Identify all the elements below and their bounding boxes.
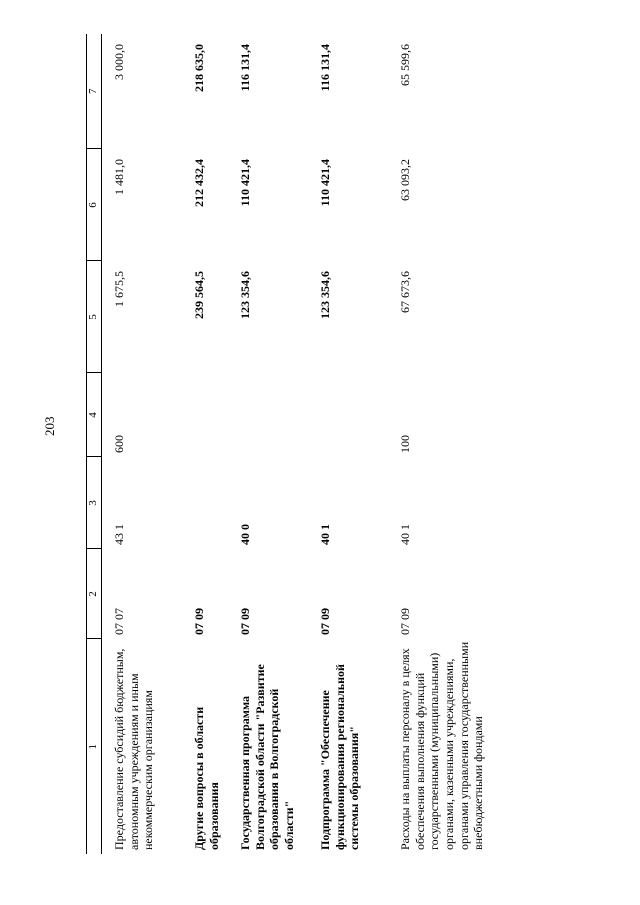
row-value-col7: 218 635,0 [192, 44, 206, 92]
row-value-col6: 110 421,4 [238, 159, 252, 207]
table-row [182, 34, 228, 854]
row-name: Расходы на выплаты персоналу в целях обеспечения выполнения функций государственными (муниципальными) органами, казенными учреждениями, органами управления государственными внебюджетными фондами [398, 641, 486, 850]
row-value-col5: 67 673,6 [398, 271, 412, 313]
row-section-code: 07 09 [238, 608, 252, 635]
header-col-7: 7 [87, 34, 102, 149]
header-col-1: 1 [87, 639, 102, 854]
row-name: Подпрограмма "Обеспечение функционирования региональной системы образования" [318, 664, 362, 850]
header-col-6: 6 [87, 149, 102, 261]
row-section-code: 07 09 [318, 608, 332, 635]
row-article-code: 40 1 [318, 524, 332, 545]
row-section-code: 07 09 [398, 608, 412, 635]
budget-table-container [86, 34, 596, 854]
row-article-code [182, 457, 228, 549]
table-row [102, 34, 183, 854]
page-number: 203 [42, 416, 57, 436]
row-value-col6: 110 421,4 [318, 159, 332, 207]
row-value-col5: 123 354,6 [238, 271, 252, 319]
row-expense-type [228, 373, 308, 457]
row-name: Предоставление субсидий бюджетным, автономным учреждениям и иным некоммерческим организациям [112, 648, 156, 850]
row-value-col6: 63 093,2 [398, 159, 412, 201]
row-value-col5: 239 564,5 [192, 271, 206, 319]
row-section-code: 07 07 [112, 608, 126, 635]
header-row [87, 34, 102, 854]
row-value-col6: 212 432,4 [192, 159, 206, 207]
row-expense-type [308, 373, 388, 457]
row-name: Государственная программа Волгоградской области "Развитие образования в Волгоградской области" [238, 664, 296, 850]
header-col-3: 3 [87, 457, 102, 549]
row-value-col7: 3 000,0 [112, 44, 126, 80]
budget-table [86, 34, 516, 854]
row-article-code: 43 1 [112, 524, 126, 545]
row-value-col7: 65 599,6 [398, 44, 412, 86]
row-name: Другие вопросы в области образования [192, 706, 221, 850]
table-row [308, 34, 388, 854]
row-article-code: 40 0 [238, 524, 252, 545]
row-article-code: 40 1 [398, 524, 412, 545]
row-expense-type: 600 [112, 435, 126, 453]
table-row [228, 34, 308, 854]
row-value-col7: 116 131,4 [238, 44, 252, 92]
header-col-4: 4 [87, 373, 102, 457]
row-expense-type [182, 373, 228, 457]
row-value-col7: 116 131,4 [318, 44, 332, 92]
row-value-col5: 123 354,6 [318, 271, 332, 319]
row-section-code: 07 09 [192, 608, 206, 635]
row-value-col6: 1 481,0 [112, 159, 126, 195]
header-col-2: 2 [87, 549, 102, 639]
header-col-5: 5 [87, 261, 102, 373]
row-value-col5: 1 675,5 [112, 271, 126, 307]
table-row [388, 34, 516, 854]
row-expense-type: 100 [398, 435, 412, 453]
